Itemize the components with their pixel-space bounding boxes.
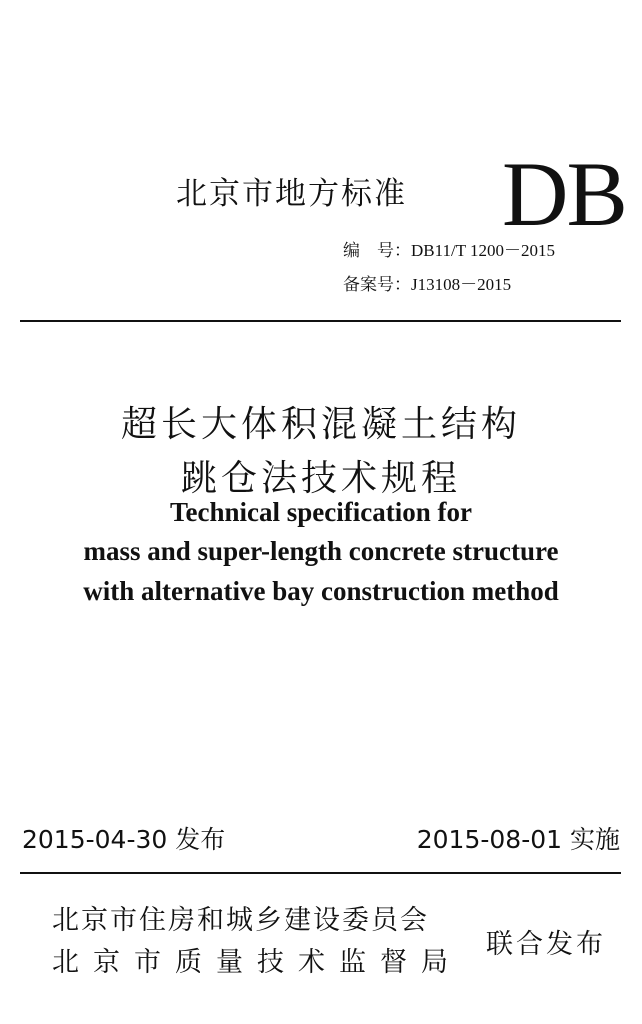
bottom-divider: [20, 872, 621, 874]
db-mark: DB: [502, 143, 626, 245]
top-divider: [20, 320, 621, 322]
issuer-housing-commission: 北京市住房和城乡建设委员会: [52, 905, 429, 936]
chinese-title-line-2: 跳仓法技术规程: [180, 458, 461, 499]
standard-code: [343, 236, 555, 261]
joint-release-label: 联合发布: [486, 929, 606, 960]
record-number-label: 备案号：: [343, 275, 411, 295]
issuer-quality-bureau: 北京市质量技术监督局: [52, 947, 462, 978]
english-title-line-3: with alternative bay construction method: [83, 576, 559, 606]
issue-date: 2015-04-30 发布: [22, 825, 226, 854]
standard-code-label: 编 号：: [343, 241, 411, 261]
english-title-line-1: Technical specification for: [170, 497, 472, 527]
effective-date: 2015-08-01 实施: [416, 825, 620, 854]
chinese-title-line-1: 超长大体积混凝土结构: [120, 404, 521, 445]
record-number: [343, 270, 511, 295]
english-title-line-2: mass and super-length concrete structure: [83, 536, 559, 566]
record-number-value: J13108－2015: [411, 275, 512, 294]
standard-title: 北京市地方标准: [176, 176, 407, 212]
standard-code-value: DB11/T 1200－2015: [411, 241, 556, 260]
